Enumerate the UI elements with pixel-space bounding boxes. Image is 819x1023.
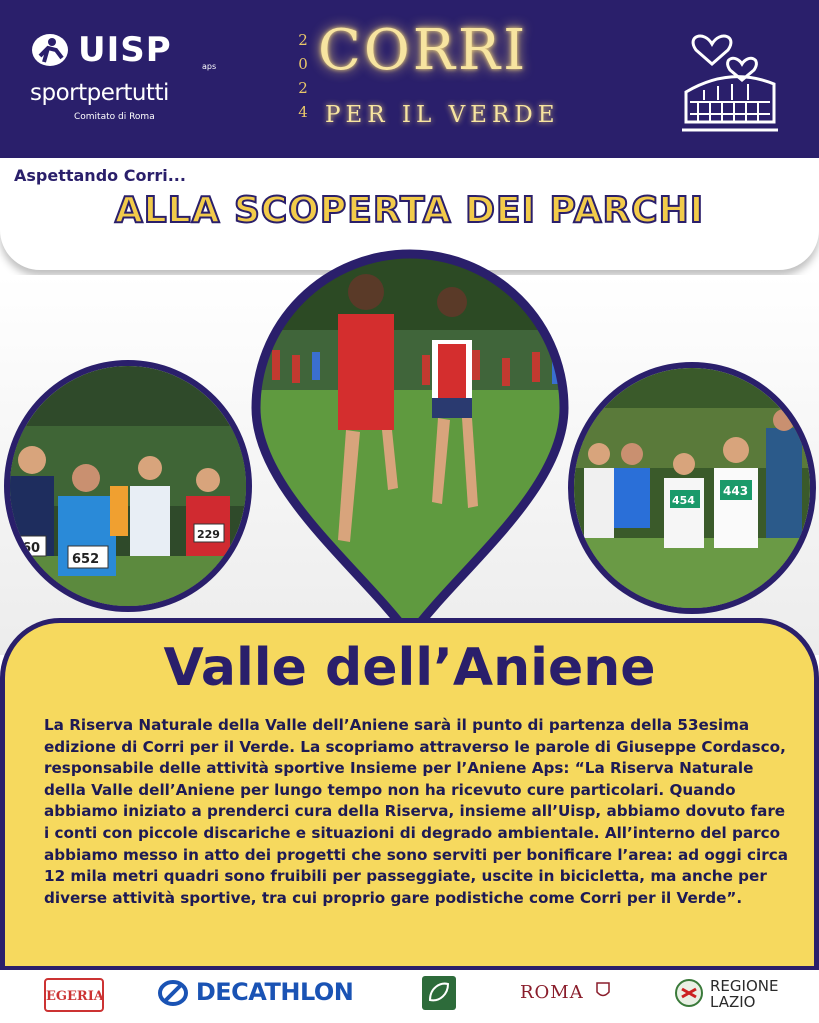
roma-wordmark: ROMA (520, 982, 584, 1003)
year-digit: 4 (298, 103, 308, 121)
decathlon-wordmark: DECATHLON (195, 978, 354, 1006)
decathlon-logo (158, 978, 353, 1006)
race-bib: 652 (72, 552, 100, 567)
leaf-association-logo (422, 976, 456, 1010)
runner-badge-icon (30, 32, 74, 68)
kicker-text: Aspettando Corri... (14, 166, 186, 185)
regione-lazio-emblem-icon (674, 979, 704, 1007)
place-title: Valle dell’Aniene (163, 638, 656, 698)
headline-text: ALLA SCOPERTA DEI PARCHI (114, 190, 705, 231)
race-bib: 60 (22, 541, 41, 556)
photo-kids-runners (568, 362, 816, 614)
uisp-wordmark: UISP (78, 30, 172, 70)
photo-pin-runners (242, 240, 578, 645)
adult-runners-illustration (10, 366, 246, 606)
leaf-icon (422, 976, 456, 1010)
roma-logo (520, 982, 610, 1003)
year-digit: 2 (298, 79, 308, 97)
event-title: CORRI (318, 18, 529, 83)
colosseum-hearts-icon (682, 22, 778, 136)
event-subtitle: PER IL VERDE (325, 102, 560, 128)
race-bib: 229 (197, 528, 220, 541)
sportpertutti-wordmark: sportpertutti (30, 80, 169, 106)
roma-shield-icon (596, 982, 610, 1000)
location-pin-photo (242, 240, 578, 645)
regione-label: REGIONE (710, 977, 779, 995)
year-digit: 2 (298, 31, 308, 49)
comitato-label: Comitato di Roma (74, 112, 155, 122)
event-year (296, 28, 310, 124)
lazio-label: LAZIO (710, 993, 756, 1011)
race-bib: 454 (672, 494, 695, 507)
decathlon-swoosh-icon (158, 980, 188, 1006)
photo-adult-runners (4, 360, 252, 612)
race-bib: 443 (723, 484, 749, 498)
article-paragraph: La Riserva Naturale della Valle dell’Aniene sarà il punto di partenza della 53esima edizione di Corri per il Verde. La scopriamo attraverso le parole di Giuseppe Cordasco, responsabile delle attività sportive Insieme per l’Aniene Aps: “La Riserva Naturale della Valle dell’Aniene per lungo tempo non ha ricevuto cure particolari. Quando abbiamo iniziato a prenderci cura della Riserva, insieme all’Uisp, abbiamo dovuto fare i conti con piccole discariche e situazioni di degrado ambientale. All’interno del parco abbiamo messo in atto dei progetti che sono serviti per bonificare l’area: ad oggi circa 12 mila metri quadri sono fruibili per passeggiate, uscite in bicicletta, ma anche per diverse attività sportive, tra cui proprio gare podistiche come Corri per il Verde”. (44, 716, 788, 907)
year-digit: 0 (298, 55, 308, 73)
regione-lazio-logo (710, 978, 778, 1010)
kids-runners-illustration (574, 368, 810, 608)
uisp-aps-label: aps (202, 62, 217, 71)
egeria-logo: EGERIA (44, 978, 104, 1012)
